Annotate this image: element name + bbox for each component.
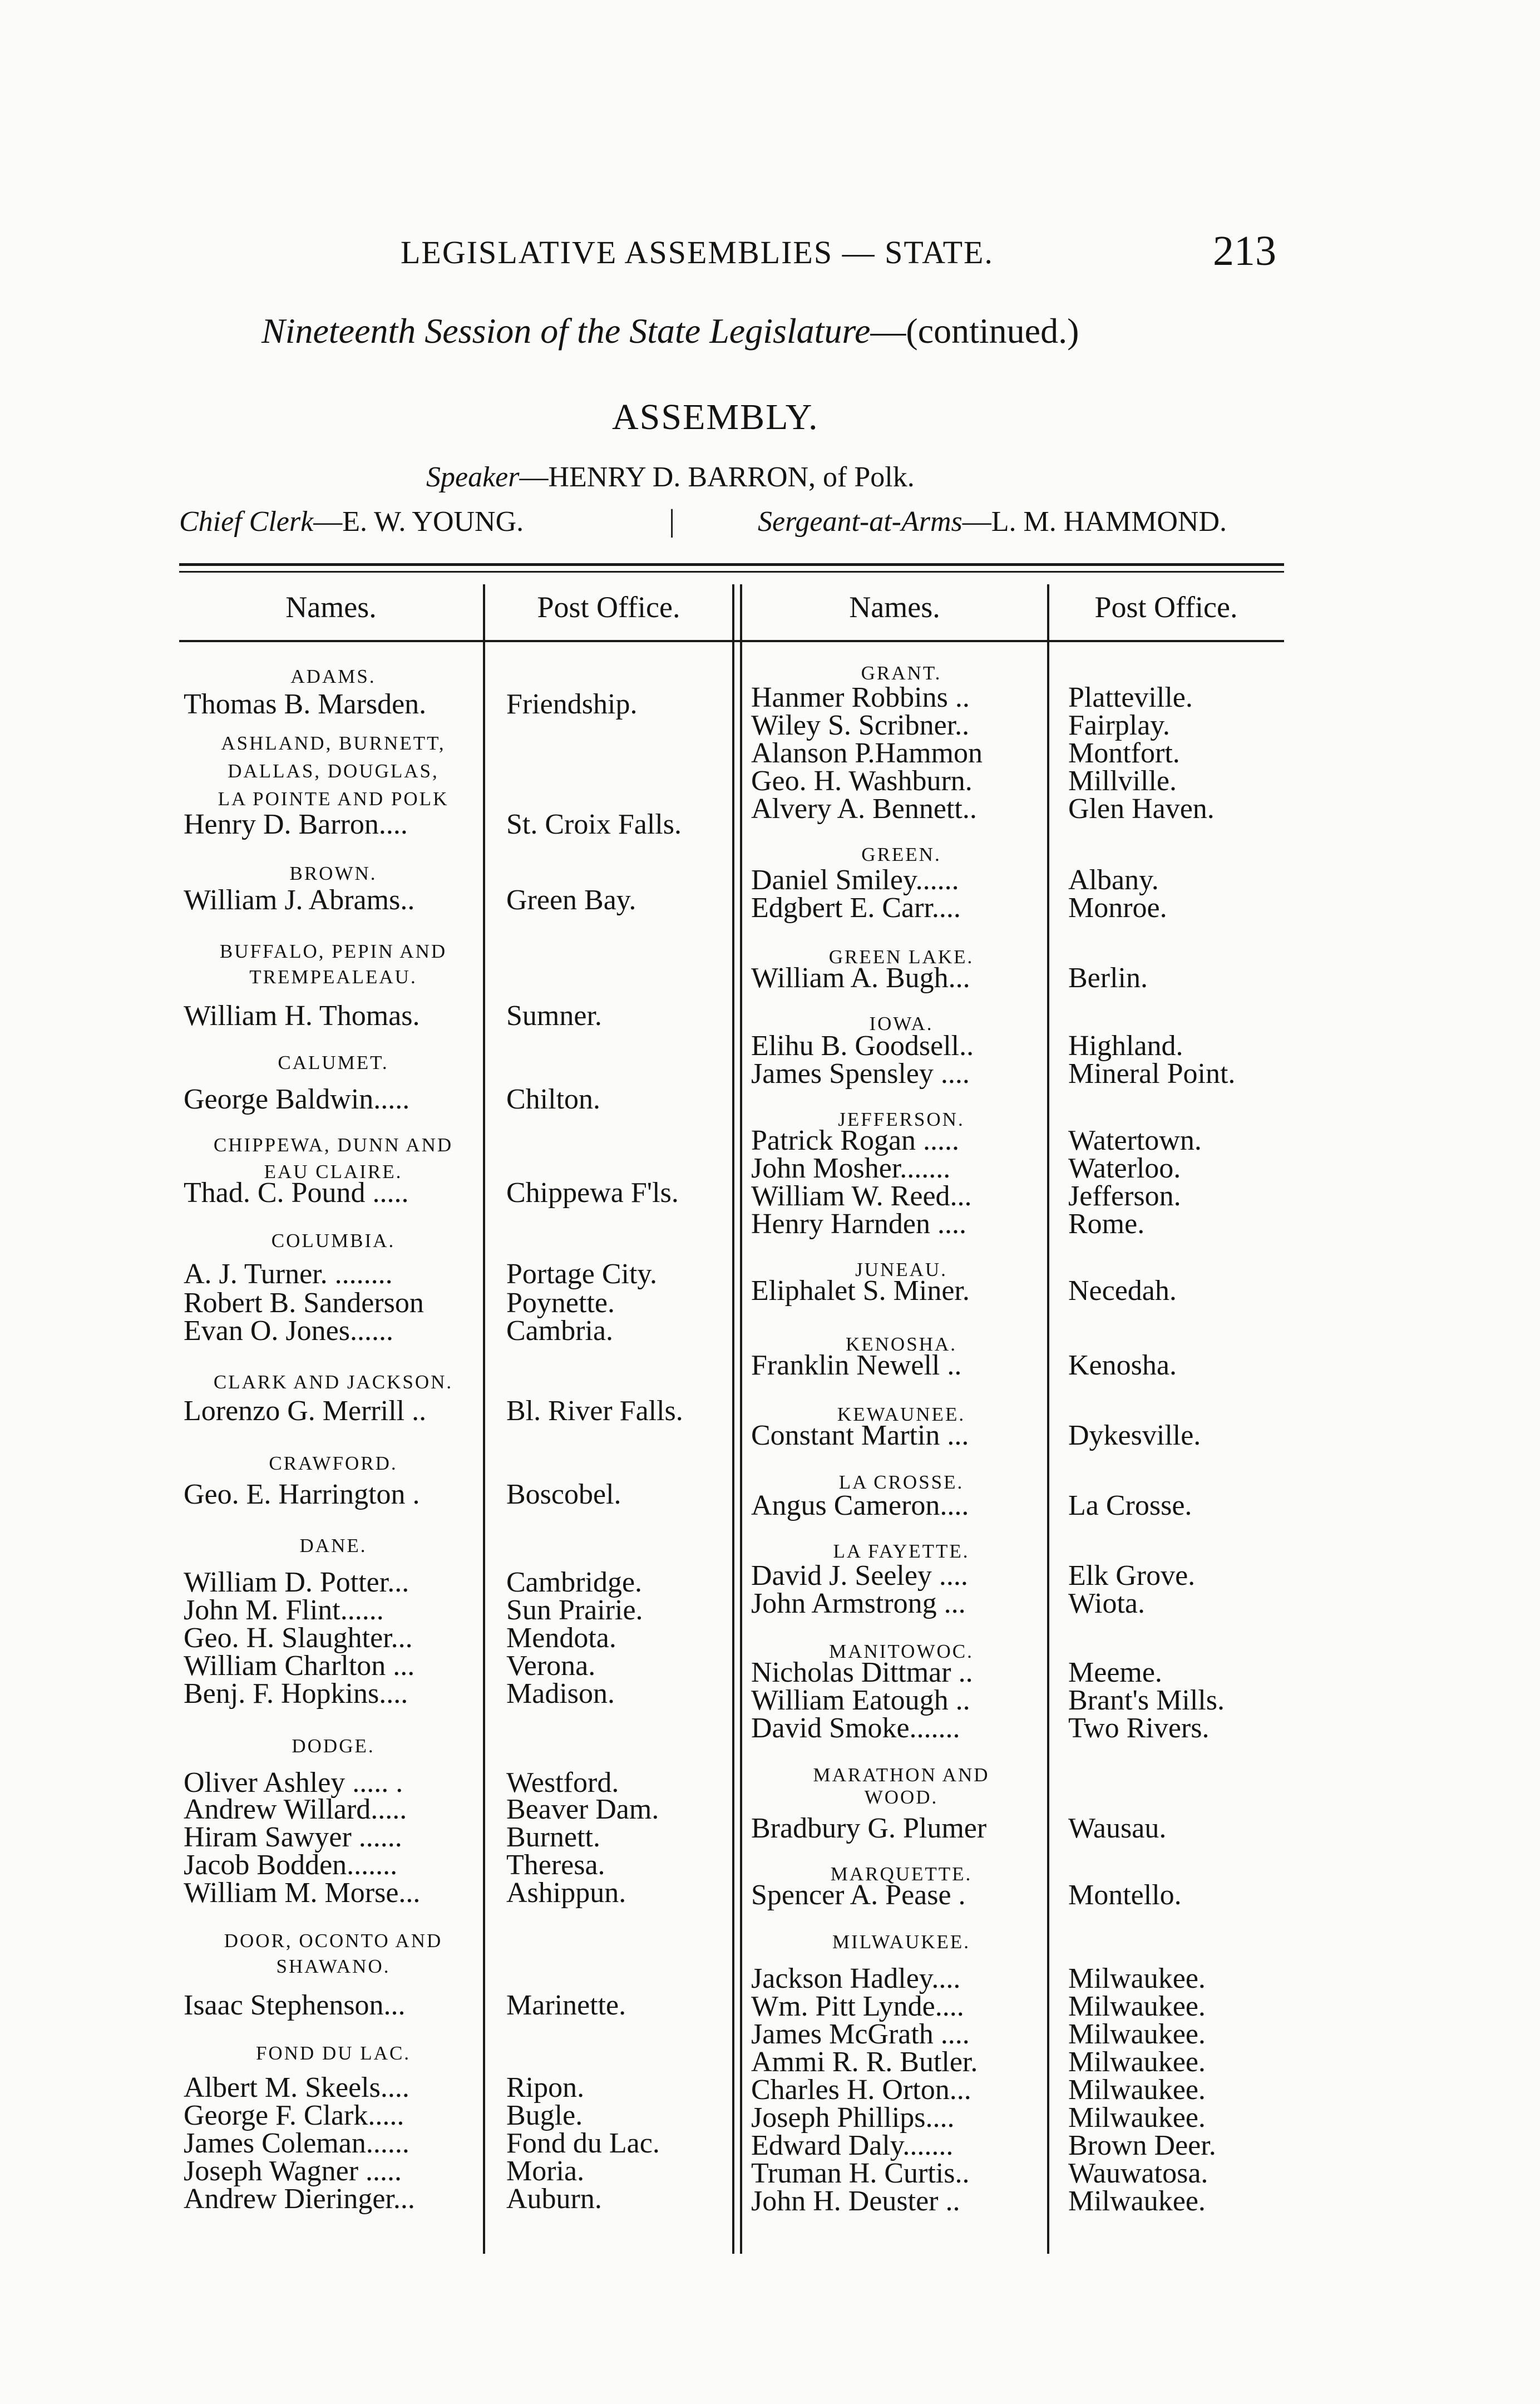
left-member-name: Geo. E. Harrington .: [184, 1479, 420, 1510]
right-member-name: Alanson P.Hammon: [751, 737, 983, 769]
header-names-right: Names.: [849, 590, 940, 624]
right-member-name: Joseph Phillips....: [751, 2102, 955, 2134]
left-member-name: Joseph Wagner .....: [184, 2155, 402, 2187]
left-county-heading: CLARK AND JACKSON.: [213, 1371, 453, 1393]
right-member-name: John Mosher.......: [751, 1152, 951, 1184]
left-county-heading: CRAWFORD.: [269, 1452, 398, 1474]
speaker-label: Speaker: [426, 461, 520, 493]
left-county-heading: EAU CLAIRE.: [264, 1161, 403, 1183]
right-member-name: Alvery A. Bennett..: [751, 793, 977, 825]
left-member-name: Robert B. Sanderson: [184, 1287, 424, 1319]
right-member-name: Truman H. Curtis..: [751, 2157, 970, 2189]
left-member-post-office: Moria.: [506, 2155, 585, 2187]
right-member-post-office: Montfort.: [1068, 737, 1180, 769]
left-member-name: George F. Clark.....: [184, 2100, 404, 2131]
right-member-name: Edward Daly.......: [751, 2130, 954, 2161]
left-county-heading: DANE.: [299, 1535, 367, 1556]
right-member-name: Bradbury G. Plumer: [751, 1812, 987, 1844]
right-member-post-office: Two Rivers.: [1068, 1712, 1210, 1744]
right-member-post-office: Glen Haven.: [1068, 793, 1215, 825]
right-county-heading: KENOSHA.: [846, 1333, 957, 1355]
left-member-name: Geo. H. Slaughter...: [184, 1622, 413, 1654]
right-member-post-office: Jefferson.: [1068, 1180, 1181, 1212]
right-member-name: William W. Reed...: [751, 1180, 972, 1212]
left-member-name: Lorenzo G. Merrill ..: [184, 1395, 427, 1427]
right-county-heading: JUNEAU.: [855, 1259, 947, 1280]
chief-clerk-value: —E. W. YOUNG.: [313, 506, 524, 538]
right-member-post-office: Waterloo.: [1068, 1152, 1181, 1184]
left-member-post-office: Fond du Lac.: [506, 2127, 660, 2159]
page-number: 213: [1213, 228, 1276, 274]
left-member-name: Hiram Sawyer ......: [184, 1821, 402, 1853]
header-post-office-left: Post Office.: [537, 590, 680, 624]
left-member-post-office: Sumner.: [506, 1000, 602, 1032]
left-member-post-office: Burnett.: [506, 1821, 600, 1853]
right-member-post-office: Highland.: [1068, 1030, 1183, 1062]
left-member-name: William M. Morse...: [184, 1877, 421, 1909]
left-county-heading: DOOR, OCONTO AND: [224, 1930, 443, 1952]
sergeant-label: Sergeant-at-Arms: [758, 506, 962, 538]
right-member-post-office: Fairplay.: [1068, 710, 1170, 741]
session-title-italic: Nineteenth Session of the State Legislature: [261, 311, 871, 351]
officers-line: [179, 505, 1292, 538]
running-head: LEGISLATIVE ASSEMBLIES — STATE.: [401, 234, 994, 270]
left-member-post-office: Verona.: [506, 1650, 596, 1682]
left-member-post-office: Sun Prairie.: [506, 1594, 643, 1626]
right-county-heading: MARATHON AND: [813, 1764, 990, 1786]
left-member-name: James Coleman......: [184, 2127, 409, 2159]
right-member-name: William A. Bugh...: [751, 962, 970, 994]
right-member-name: John H. Deuster ..: [751, 2185, 960, 2217]
left-member-name: William J. Abrams..: [184, 884, 415, 916]
right-member-name: Edgbert E. Carr....: [751, 892, 961, 924]
right-member-post-office: Albany.: [1068, 864, 1159, 896]
right-member-post-office: Dykesville.: [1068, 1420, 1201, 1451]
right-member-post-office: Wiota.: [1068, 1588, 1145, 1619]
session-title-suffix: —(continued.): [870, 311, 1079, 351]
right-county-heading: GREEN LAKE.: [828, 946, 974, 968]
right-member-post-office: Milwaukee.: [1068, 2018, 1206, 2050]
right-member-post-office: Milwaukee.: [1068, 2046, 1206, 2078]
left-member-name: Oliver Ashley ..... .: [184, 1767, 403, 1799]
table-top-rule-thin: [179, 571, 1284, 573]
right-county-heading: LA FAYETTE.: [833, 1540, 970, 1562]
speaker-value: —HENRY D. BARRON, of Polk.: [519, 461, 915, 493]
left-member-post-office: Poynette.: [506, 1287, 615, 1319]
right-member-name: Hanmer Robbins ..: [751, 682, 970, 713]
left-county-heading: BUFFALO, PEPIN AND: [219, 940, 447, 962]
left-member-name: Jacob Bodden.......: [184, 1849, 398, 1881]
column-divider-1: [483, 584, 485, 2254]
right-member-name: John Armstrong ...: [751, 1588, 966, 1619]
left-member-post-office: Marinette.: [506, 1989, 626, 2021]
right-member-post-office: Milwaukee.: [1068, 2185, 1206, 2217]
left-county-heading: DODGE.: [292, 1735, 375, 1757]
left-county-heading: DALLAS, DOUGLAS,: [228, 760, 439, 782]
right-county-heading: MANITOWOC.: [829, 1641, 974, 1662]
right-member-post-office: Monroe.: [1068, 892, 1167, 924]
left-member-name: Thomas B. Marsden.: [184, 688, 427, 720]
right-member-post-office: Mineral Point.: [1068, 1058, 1236, 1090]
right-member-name: David Smoke.......: [751, 1712, 960, 1744]
left-member-post-office: Chippewa F'ls.: [506, 1177, 679, 1209]
left-member-name: Evan O. Jones......: [184, 1315, 393, 1347]
right-member-name: William Eatough ..: [751, 1684, 970, 1716]
left-member-name: Albert M. Skeels....: [184, 2072, 409, 2104]
speaker-line: [426, 461, 915, 494]
left-member-post-office: Chilton.: [506, 1083, 601, 1115]
right-member-name: Spencer A. Pease .: [751, 1879, 966, 1911]
right-member-name: Wiley S. Scribner..: [751, 710, 970, 741]
assembly-heading: ASSEMBLY.: [612, 397, 819, 437]
right-member-post-office: Milwaukee.: [1068, 1963, 1206, 1994]
left-member-post-office: Auburn.: [506, 2183, 602, 2215]
left-member-post-office: Cambria.: [506, 1315, 614, 1347]
left-member-post-office: Theresa.: [506, 1849, 605, 1881]
right-member-post-office: Wausau.: [1068, 1812, 1167, 1844]
left-county-heading: LA POINTE AND POLK: [218, 788, 449, 810]
left-county-heading: ASHLAND, BURNETT,: [221, 732, 446, 754]
left-member-post-office: Bl. River Falls.: [506, 1395, 683, 1427]
sergeant-value: —L. M. HAMMOND.: [962, 506, 1227, 538]
left-member-name: Isaac Stephenson...: [184, 1989, 406, 2021]
column-divider-2: [732, 584, 734, 2254]
right-county-heading: MARQUETTE.: [830, 1863, 973, 1885]
right-member-name: Constant Martin ...: [751, 1420, 969, 1451]
right-county-heading: MILWAUKEE.: [832, 1931, 971, 1953]
right-county-heading: IOWA.: [869, 1013, 934, 1034]
left-member-name: Andrew Willard.....: [184, 1794, 407, 1825]
left-member-name: William D. Potter...: [184, 1566, 409, 1598]
right-member-name: Jackson Hadley....: [751, 1963, 961, 1994]
right-county-heading: JEFFERSON.: [838, 1109, 965, 1130]
left-member-post-office: St. Croix Falls.: [506, 809, 682, 840]
right-county-heading: WOOD.: [864, 1786, 939, 1808]
left-member-post-office: Madison.: [506, 1678, 615, 1710]
right-member-post-office: Brant's Mills.: [1068, 1684, 1225, 1716]
right-member-name: Eliphalet S. Miner.: [751, 1275, 970, 1307]
right-member-post-office: La Crosse.: [1068, 1490, 1192, 1521]
right-member-post-office: Rome.: [1068, 1208, 1145, 1240]
right-member-post-office: Meeme.: [1068, 1657, 1162, 1688]
officers-separator: |: [669, 504, 675, 538]
right-county-heading: KEWAUNEE.: [837, 1403, 966, 1425]
right-member-name: Ammi R. R. Butler.: [751, 2046, 978, 2078]
left-county-heading: FOND DU LAC.: [255, 2042, 411, 2064]
left-county-heading: SHAWANO.: [276, 1955, 391, 1977]
sergeant-line: [758, 505, 1227, 538]
session-title: [261, 311, 1079, 352]
right-member-name: Geo. H. Washburn.: [751, 765, 973, 797]
right-member-name: Daniel Smiley......: [751, 864, 959, 896]
left-member-name: William Charlton ...: [184, 1650, 415, 1682]
right-member-post-office: Elk Grove.: [1068, 1560, 1196, 1592]
right-member-post-office: Berlin.: [1068, 962, 1148, 994]
left-member-post-office: Friendship.: [506, 688, 638, 720]
right-member-post-office: Necedah.: [1068, 1275, 1177, 1307]
right-member-name: Nicholas Dittmar ..: [751, 1657, 973, 1688]
left-member-post-office: Cambridge.: [506, 1566, 643, 1598]
left-member-post-office: Mendota.: [506, 1622, 616, 1654]
right-member-post-office: Platteville.: [1068, 682, 1193, 713]
left-member-post-office: Ripon.: [506, 2072, 585, 2104]
right-member-post-office: Wauwatosa.: [1068, 2157, 1208, 2189]
right-member-post-office: Montello.: [1068, 1879, 1182, 1911]
right-member-post-office: Milwaukee.: [1068, 2102, 1206, 2134]
table-header-rule: [179, 640, 1284, 642]
left-member-post-office: Bugle.: [506, 2100, 583, 2131]
right-member-name: Charles H. Orton...: [751, 2074, 971, 2106]
right-member-name: James Spensley ....: [751, 1058, 970, 1090]
right-member-post-office: Kenosha.: [1068, 1349, 1177, 1381]
left-member-post-office: Portage City.: [506, 1258, 658, 1290]
right-county-heading: GREEN.: [861, 844, 941, 865]
left-member-name: John M. Flint......: [184, 1594, 384, 1626]
right-member-name: Henry Harnden ....: [751, 1208, 966, 1240]
left-county-heading: BROWN.: [289, 863, 377, 884]
left-county-heading: CHIPPEWA, DUNN AND: [213, 1134, 453, 1156]
table-top-rule: [179, 563, 1284, 566]
right-member-post-office: Brown Deer.: [1068, 2130, 1216, 2161]
right-member-name: David J. Seeley ....: [751, 1560, 968, 1592]
left-member-name: Henry D. Barron....: [184, 809, 408, 840]
left-member-post-office: Green Bay.: [506, 884, 636, 916]
left-county-heading: ADAMS.: [290, 666, 376, 687]
left-member-post-office: Westford.: [506, 1767, 619, 1799]
right-member-name: Franklin Newell ..: [751, 1349, 962, 1381]
header-names-left: Names.: [285, 590, 377, 624]
right-member-name: James McGrath ....: [751, 2018, 970, 2050]
left-county-heading: CALUMET.: [278, 1052, 389, 1073]
right-member-name: Wm. Pitt Lynde....: [751, 1991, 964, 2022]
right-member-name: Patrick Rogan .....: [751, 1125, 960, 1156]
left-member-post-office: Beaver Dam.: [506, 1794, 659, 1825]
right-member-post-office: Watertown.: [1068, 1125, 1202, 1156]
right-member-post-office: Milwaukee.: [1068, 2074, 1206, 2106]
left-member-post-office: Ashippun.: [506, 1877, 626, 1909]
left-member-name: Andrew Dieringer...: [184, 2183, 415, 2215]
left-member-name: Thad. C. Pound .....: [184, 1177, 409, 1209]
chief-clerk-label: Chief Clerk: [179, 506, 314, 538]
left-county-heading: COLUMBIA.: [271, 1230, 396, 1252]
left-member-name: George Baldwin.....: [184, 1083, 410, 1115]
right-county-heading: LA CROSSE.: [838, 1471, 964, 1493]
right-county-heading: GRANT.: [861, 662, 942, 684]
column-divider-2b: [740, 584, 742, 2254]
left-county-heading: TREMPEALEAU.: [249, 966, 417, 988]
left-member-name: William H. Thomas.: [184, 1000, 420, 1032]
header-post-office-right: Post Office.: [1094, 590, 1238, 624]
right-member-post-office: Millville.: [1068, 765, 1177, 797]
left-member-name: A. J. Turner. ........: [184, 1258, 393, 1290]
right-member-post-office: Milwaukee.: [1068, 1991, 1206, 2022]
left-member-post-office: Boscobel.: [506, 1479, 621, 1510]
right-member-name: Elihu B. Goodsell..: [751, 1030, 974, 1062]
right-member-name: Angus Cameron....: [751, 1490, 969, 1521]
left-member-name: Benj. F. Hopkins....: [184, 1678, 408, 1710]
